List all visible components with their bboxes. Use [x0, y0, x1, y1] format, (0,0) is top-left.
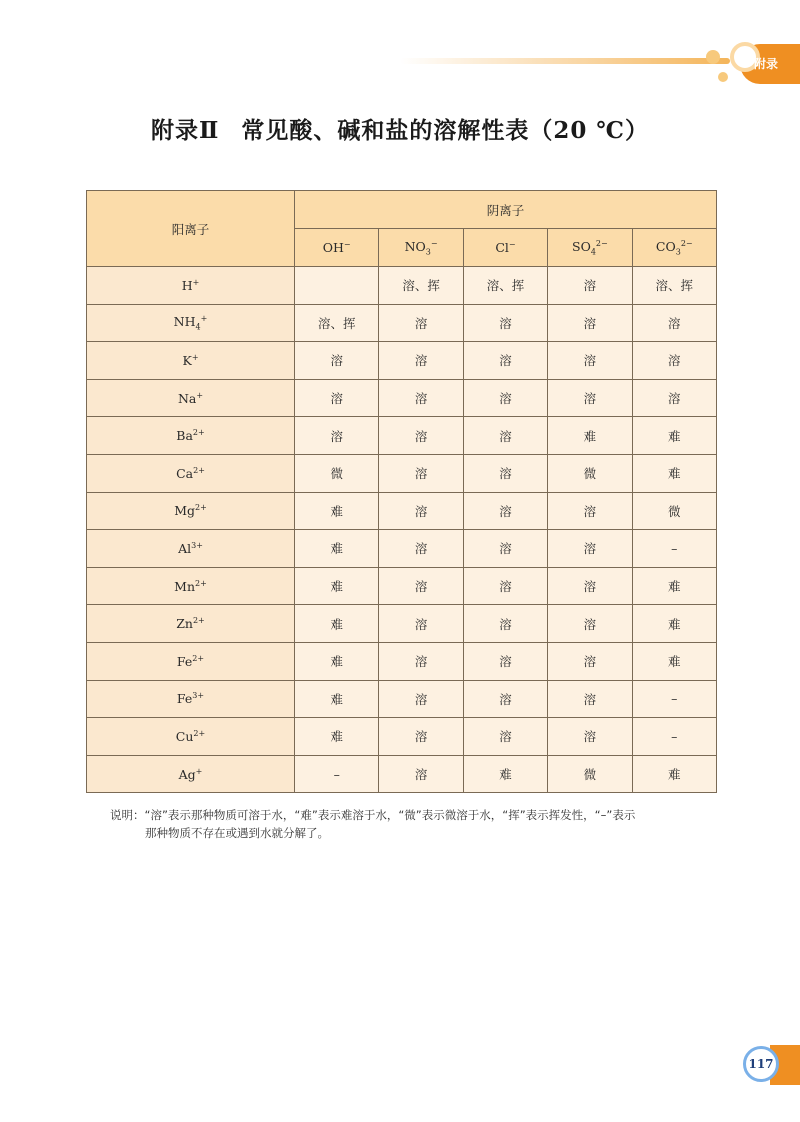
cation-label	[176, 428, 204, 443]
anion-column-header	[295, 229, 379, 267]
ion-subscript: 4	[590, 247, 596, 257]
solubility-cell: 溶	[295, 342, 379, 380]
solubility-cell: 溶	[463, 304, 547, 342]
solubility-cell: 溶	[548, 342, 632, 380]
table-row	[87, 492, 717, 530]
ion-symbol: Na	[177, 390, 197, 406]
solubility-cell: 溶	[548, 267, 632, 305]
solubility-cell: 难	[632, 454, 716, 492]
solubility-cell: 溶	[379, 304, 463, 342]
solubility-cell: 难	[295, 492, 379, 530]
solubility-cell: 溶、挥	[463, 267, 547, 305]
anion-column-header	[463, 229, 547, 267]
solubility-cell: 溶	[463, 454, 547, 492]
solubility-cell: 溶	[463, 530, 547, 568]
solubility-cell: 难	[463, 755, 547, 793]
ion-charge: 3+	[192, 691, 205, 701]
ion-symbol: OH	[322, 240, 344, 256]
anion-label	[404, 238, 438, 257]
ion-symbol: Cu	[175, 729, 194, 744]
solubility-cell: 溶、挥	[632, 267, 716, 305]
solubility-cell: –	[632, 530, 716, 568]
ion-charge: 2+	[193, 465, 205, 475]
solubility-cell: 微	[548, 454, 632, 492]
anion-header: 阴离子	[295, 191, 717, 229]
title-text: 常见酸、碱和盐的溶解性表（20 ℃）	[241, 117, 649, 144]
anion-label	[495, 240, 515, 255]
solubility-cell: 溶	[379, 755, 463, 793]
cation-cell	[87, 567, 295, 605]
table-row	[87, 755, 717, 793]
cation-label	[177, 691, 204, 706]
ion-symbol: NO	[404, 238, 426, 254]
ion-symbol: Fe	[176, 653, 193, 669]
solubility-cell: 溶	[379, 680, 463, 718]
cation-label	[178, 391, 203, 406]
solubility-cell: 溶	[379, 718, 463, 756]
solubility-cell: 溶	[295, 379, 379, 417]
solubility-cell: 溶	[548, 530, 632, 568]
solubility-cell: 溶	[379, 605, 463, 643]
ion-charge: −	[508, 239, 516, 249]
cation-label	[173, 314, 208, 332]
solubility-cell: 溶	[379, 642, 463, 680]
page-title	[0, 112, 800, 145]
ion-subscript: 4	[195, 322, 201, 332]
solubility-cell: 溶	[548, 605, 632, 643]
table-row	[87, 304, 717, 342]
solubility-cell: 溶、挥	[379, 267, 463, 305]
solubility-cell: 溶	[548, 642, 632, 680]
solubility-cell: 溶	[463, 680, 547, 718]
anion-label	[572, 238, 608, 257]
solubility-cell: 难	[632, 642, 716, 680]
ion-charge: 2+	[193, 728, 206, 738]
title-prefix: 附录Ⅱ	[151, 117, 220, 144]
ion-symbol: K	[182, 353, 192, 369]
cation-label	[176, 616, 205, 631]
table-row	[87, 567, 717, 605]
cation-cell	[87, 605, 295, 643]
page-number: 117	[743, 1046, 779, 1082]
table-row	[87, 530, 717, 568]
solubility-cell: 难	[295, 605, 379, 643]
cation-label	[176, 729, 205, 744]
solubility-cell: 溶	[548, 567, 632, 605]
solubility-cell: 溶	[379, 567, 463, 605]
cation-cell	[87, 530, 295, 568]
cation-cell	[87, 379, 295, 417]
ion-charge: +	[196, 390, 204, 400]
table-row	[87, 680, 717, 718]
ion-symbol: Fe	[176, 691, 193, 707]
table-row	[87, 718, 717, 756]
table-row	[87, 454, 717, 492]
solubility-cell: 溶	[632, 304, 716, 342]
solubility-cell: 溶	[463, 342, 547, 380]
cation-label	[174, 503, 207, 518]
anion-column-header	[379, 229, 463, 267]
solubility-cell: 溶	[295, 417, 379, 455]
solubility-cell: 溶、挥	[295, 304, 379, 342]
table-row	[87, 642, 717, 680]
solubility-cell: 难	[632, 755, 716, 793]
table-row	[87, 417, 717, 455]
solubility-cell: 溶	[463, 379, 547, 417]
ion-charge: 2−	[680, 238, 693, 248]
ion-symbol: Mg	[174, 503, 195, 519]
solubility-cell: 难	[295, 642, 379, 680]
cation-label	[177, 654, 204, 669]
solubility-cell: 溶	[463, 492, 547, 530]
ion-charge: +	[195, 766, 203, 776]
ion-charge: 2+	[192, 428, 205, 438]
cation-cell	[87, 304, 295, 342]
note-line-2: 那种物质不存在或遇到水就分解了。	[145, 826, 329, 840]
table-note	[110, 806, 720, 842]
header-tab-label: 附录	[753, 57, 778, 71]
cation-label	[174, 579, 207, 594]
solubility-cell: 溶	[463, 718, 547, 756]
solubility-cell: 溶	[463, 605, 547, 643]
solubility-cell: 难	[632, 605, 716, 643]
solubility-cell: 溶	[379, 342, 463, 380]
ion-charge: −	[343, 239, 351, 249]
solubility-cell: 难	[295, 530, 379, 568]
solubility-cell: 难	[548, 417, 632, 455]
cation-cell	[87, 680, 295, 718]
table-row	[87, 342, 717, 380]
ion-subscript: 3	[675, 247, 681, 257]
solubility-cell: 溶	[548, 304, 632, 342]
solubility-cell: 溶	[379, 379, 463, 417]
ion-symbol: NH	[173, 314, 196, 330]
solubility-cell	[295, 267, 379, 305]
solubility-cell: –	[632, 680, 716, 718]
solubility-cell: 溶	[463, 642, 547, 680]
anion-label	[655, 238, 693, 257]
note-line-1: 说明：“溶”表示那种物质可溶于水，“难”表示难溶于水，“微”表示微溶于水，“挥”表示挥发性，“–”表示	[110, 808, 636, 822]
table-row	[87, 267, 717, 305]
anion-column-header	[632, 229, 716, 267]
solubility-cell: 溶	[632, 379, 716, 417]
ion-charge: 2+	[192, 653, 205, 663]
ion-charge: 2+	[192, 616, 205, 626]
cation-cell	[87, 492, 295, 530]
solubility-cell: 溶	[379, 530, 463, 568]
ion-subscript: 3	[425, 247, 431, 257]
table-row	[87, 379, 717, 417]
cation-label	[176, 466, 205, 481]
cation-label	[179, 767, 203, 782]
ion-charge: −	[430, 238, 438, 248]
ion-symbol: Mn	[174, 578, 196, 594]
solubility-cell: 溶	[463, 417, 547, 455]
solubility-cell: 溶	[548, 379, 632, 417]
ion-charge: 2+	[195, 503, 207, 513]
cation-label	[182, 353, 198, 368]
cation-cell	[87, 417, 295, 455]
header-decoration-line	[400, 58, 730, 64]
cation-label	[182, 278, 200, 293]
cation-cell	[87, 718, 295, 756]
cation-cell	[87, 755, 295, 793]
solubility-cell: 溶	[548, 680, 632, 718]
ion-symbol: H	[181, 277, 193, 293]
ion-symbol: CO	[655, 238, 676, 254]
anion-column-header	[548, 229, 632, 267]
solubility-cell: 溶	[379, 454, 463, 492]
solubility-cell: 溶	[463, 567, 547, 605]
solubility-cell: 难	[632, 417, 716, 455]
solubility-cell: –	[632, 718, 716, 756]
header-decoration-dot	[718, 72, 728, 82]
solubility-cell: –	[295, 755, 379, 793]
solubility-cell: 难	[295, 680, 379, 718]
solubility-cell: 溶	[379, 492, 463, 530]
ion-symbol: Cl	[495, 240, 509, 256]
anion-label	[323, 240, 351, 255]
solubility-cell: 溶	[548, 492, 632, 530]
table-row	[87, 605, 717, 643]
header-decoration-dot	[706, 50, 720, 64]
ion-charge: +	[200, 314, 208, 324]
solubility-cell: 微	[632, 492, 716, 530]
solubility-cell: 溶	[632, 342, 716, 380]
ion-symbol: Zn	[176, 616, 193, 632]
ion-symbol: SO	[572, 238, 591, 254]
ion-charge: +	[192, 277, 200, 287]
cation-label	[178, 541, 203, 556]
ion-symbol: Ba	[176, 428, 193, 444]
solubility-cell: 难	[632, 567, 716, 605]
ion-charge: +	[191, 352, 199, 362]
solubility-cell: 难	[295, 567, 379, 605]
ion-symbol: Ca	[176, 465, 194, 481]
solubility-cell: 溶	[379, 417, 463, 455]
cation-cell	[87, 642, 295, 680]
ion-symbol: Al	[178, 541, 192, 557]
solubility-cell: 微	[295, 454, 379, 492]
solubility-table	[86, 190, 717, 793]
ion-charge: 2−	[595, 238, 608, 248]
ion-symbol: Ag	[178, 766, 196, 782]
solubility-cell: 溶	[548, 718, 632, 756]
ion-charge: 2+	[195, 578, 207, 588]
solubility-cell: 难	[295, 718, 379, 756]
cation-cell	[87, 454, 295, 492]
solubility-cell: 微	[548, 755, 632, 793]
cation-header: 阳离子	[87, 191, 295, 267]
ion-charge: 3+	[191, 540, 203, 550]
cation-cell	[87, 342, 295, 380]
cation-cell	[87, 267, 295, 305]
